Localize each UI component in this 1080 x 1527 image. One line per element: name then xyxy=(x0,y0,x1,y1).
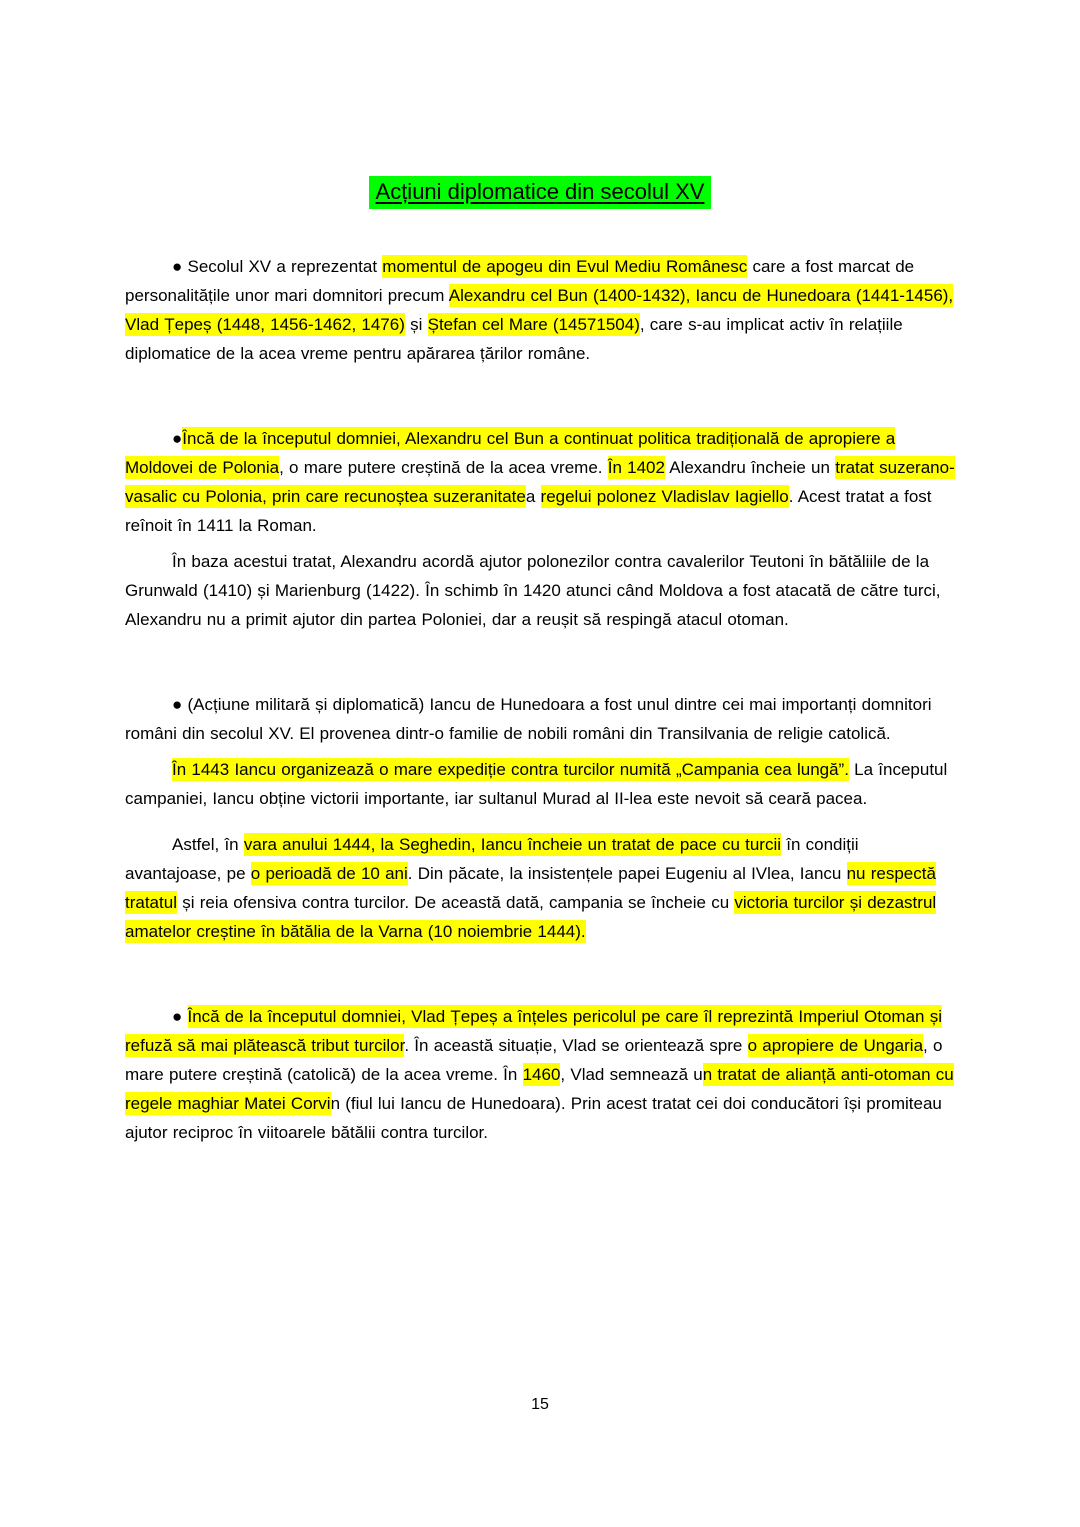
text-segment: În baza acestui tratat, Alexandru acordă ajutor polonezilor contra cavalerilor Teutoni în bătăliile de la Grunwald (1410) și Marienburg (1422). În schimb în 1420 atunci când Moldova a fost atacată de către turci, Alexandru nu a primit ajutor din partea Poloniei, dar a reușit să respingă atacul otoman. xyxy=(125,552,941,629)
highlighted-text: În 1402 xyxy=(607,458,665,477)
highlighted-text: nu respectă tratatul xyxy=(125,864,936,912)
document-body xyxy=(125,238,957,1147)
highlighted-text: Încă de la începutul domniei, Vlad Țepeș a înțeles pericolul pe care îl reprezintă Imperiul Otoman și refuză să mai plătească tribut turcilor xyxy=(125,1007,943,1055)
text-segment: ● (Acțiune militară și diplomatică) Iancu de Hunedoara a fost unul dintre cei mai importanți domnitori români din secolul XV. El provenea dintr-o familie de nobili români din Transilvania de religie catolică. xyxy=(125,695,932,743)
text-segment: , o mare putere creștină de la acea vreme. xyxy=(279,458,608,477)
text-segment: ● Secolul XV a reprezentat xyxy=(172,257,383,276)
text-segment: ● xyxy=(172,1007,188,1026)
page-title xyxy=(0,0,1080,209)
highlighted-text: victoria turcilor și dezastrul amatelor creștine în bătălia de la Varna (10 noiembrie 1444). xyxy=(125,893,937,941)
paragraph xyxy=(125,424,957,540)
text-segment: în condiții avantajoase, pe xyxy=(125,835,859,883)
highlighted-text: regelui polonez Vladislav Iagiello xyxy=(540,487,789,506)
paragraph xyxy=(125,252,957,368)
highlighted-text: Încă de la începutul domniei, Alexandru cel Bun a continuat politica tradițională de apropiere a Moldovei de Polonia xyxy=(125,429,896,477)
text-segment: La începutul campaniei, Iancu obține victorii importante, iar sultanul Murad al II-lea este nevoit să ceară pacea. xyxy=(125,760,948,808)
highlighted-text: 1460 xyxy=(522,1065,561,1084)
highlighted-text: Ștefan cel Mare (14571504) xyxy=(427,315,640,334)
page-number: 15 xyxy=(531,1396,549,1413)
page-title-text: Acțiuni diplomatice din secolul XV xyxy=(369,176,712,209)
paragraph xyxy=(125,755,957,813)
text-segment: . Din păcate, la insistențele papei Eugeniu al IVlea, Iancu xyxy=(407,864,847,883)
text-segment: a xyxy=(525,487,541,506)
paragraph xyxy=(125,1002,957,1147)
highlighted-text: n tratat de alianță anti-otoman cu regele maghiar Matei Corvi xyxy=(125,1065,954,1113)
text-segment: și xyxy=(404,315,428,334)
text-segment: . În această situație, Vlad se orientează spre xyxy=(404,1036,748,1055)
highlighted-text: Alexandru cel Bun (1400-1432), Iancu de Hunedoara (1441-1456), xyxy=(448,286,954,305)
highlighted-text: o apropiere de Ungaria xyxy=(747,1036,924,1055)
highlighted-text: momentul de apogeu din Evul Mediu Românesc xyxy=(382,257,748,276)
paragraph xyxy=(125,830,957,946)
highlighted-text: În 1443 Iancu organizează o mare expediție contra turcilor numită „Campania cea lungă”. xyxy=(172,760,849,779)
text-segment: , Vlad semnează u xyxy=(560,1065,703,1084)
paragraph xyxy=(125,547,957,634)
text-segment: Alexandru încheie un xyxy=(664,458,836,477)
text-segment: n (fiul lui Iancu de Hunedoara). Prin acest tratat cei doi conducători își promiteau ajutor reciproc în viitoarele bătălii contra turcilor. xyxy=(125,1094,942,1142)
highlighted-text: tratat suzerano-vasalic cu Polonia, prin care recunoștea suzeranitate xyxy=(125,458,955,506)
paragraph xyxy=(125,690,957,748)
highlighted-text: vara anului 1444, la Seghedin, Iancu încheie un tratat de pace cu turcii xyxy=(243,835,782,854)
highlighted-text: o perioadă de 10 ani xyxy=(250,864,408,883)
text-segment: ● xyxy=(172,429,183,448)
text-segment: care a fost marcat de personalitățile unor mari domnitori precum xyxy=(125,257,915,305)
highlighted-text: Vlad Țepeș (1448, 1456-1462, 1476) xyxy=(125,315,405,334)
text-segment: . Acest tratat a fost reînoit în 1411 la Roman. xyxy=(125,487,932,535)
text-segment: și reia ofensiva contra turcilor. De această dată, campania se încheie cu xyxy=(176,893,735,912)
text-segment: Astfel, în xyxy=(172,835,244,854)
text-segment: , o mare putere creștină (catolică) de la acea vreme. În xyxy=(125,1036,943,1084)
text-segment: , care s-au implicat activ în relațiile diplomatice de la acea vreme pentru apărarea țărilor române. xyxy=(125,315,903,363)
